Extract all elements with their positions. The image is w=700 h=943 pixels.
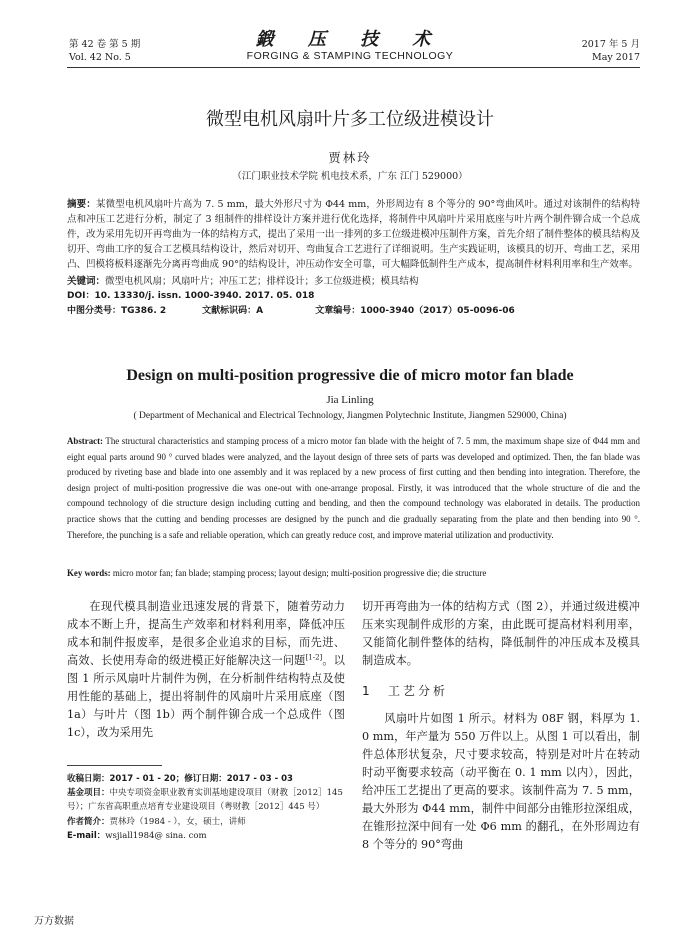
author-en: Jia Linling xyxy=(326,394,374,406)
section-heading xyxy=(362,682,640,700)
body-column-right xyxy=(362,598,640,854)
affiliation-en: ( Department of Mechanical and Electrical Technology, Jiangmen Polytechnic Institute, Jiangmen 529000, China) xyxy=(133,411,567,421)
issue-date-en: May 2017 xyxy=(592,52,640,63)
affiliation-cn: （江门职业技术学院 机电技术系，广东 江门 529000） xyxy=(232,171,468,182)
paper-title-en: Design on multi-position progressive die of micro motor fan blade xyxy=(126,367,574,384)
fund-label: 基金项目： xyxy=(67,788,110,799)
author-bio xyxy=(67,815,347,829)
keywords-cn xyxy=(67,274,640,289)
fund-text: 中央专项资金职业教育实训基地建设项目（财教［2012］145 号）；广东省高职重点培育专业建设项目（粤财教［2012］445 号） xyxy=(67,788,343,813)
author-bio-label: 作者简介： xyxy=(67,816,110,827)
paper-title-cn: 微型电机风扇叶片多工位级进模设计 xyxy=(206,109,494,130)
email-label: E-mail： xyxy=(67,830,106,841)
volume-en: Vol. 42 No. 5 xyxy=(69,52,131,63)
fund-info xyxy=(67,786,347,814)
abstract-en-text: The structural characteristics and stamping process of a micro motor fan blade with the height of 7. 5 mm, the maximum shape size of Φ44 mm and eight equal parts around 90 ° curved blades were analyzed, and the layout design of three sets of parts was developed and optimized. Then, the fan blade was produced by riveting base and blade into one assembly and it was replaced by a new process of first cutting and then bending into integration. Therefore, the design project of multi-position progressive die was one-out with one-arrange proposal. Firstly, it was introduced that the whole structure of die and the compound technology of die structure design including cutting and bending, and then the compound technology was elaborated in details. The production practice shows that the cutting and bending processes are designed by the punch and die gradually separating from the plate and then bending into 90 °. Therefore, the punching is a safe and reliable operation, which can greatly reduce cost, and improve material utilization and productivity. xyxy=(67,436,640,540)
doi: DOI：10. 13330/j. issn. 1000-3940. 2017. 05. 018 xyxy=(67,291,315,301)
section-title: 工艺分析 xyxy=(388,684,449,698)
abstract-cn xyxy=(67,197,640,272)
citation: [1-2] xyxy=(305,653,323,662)
author-bio-text: 贾林玲（1984 - ），女，硕士，讲师 xyxy=(109,816,246,827)
author-cn: 贾林玲 xyxy=(328,150,372,165)
keywords-cn-text: 微型电机风扇；风扇叶片；冲压工艺；排样设计；多工位级进模；模具结构 xyxy=(105,276,419,287)
footnote-block xyxy=(67,772,347,843)
abstract-en xyxy=(67,434,640,543)
abstract-en-label: Abstract: xyxy=(67,436,103,446)
intro-text: 在现代模具制造业迅速发展的背景下，随着劳动力成本不断上升，提高生产效率和材料利用率，降低冲压成本和制件报废率，是很多企业追求的目标，而先进、高效、长使用寿命的级进模正好能解决这一问题 xyxy=(67,600,345,667)
journal-name-cn: 鍛 压 技 术 xyxy=(255,29,445,50)
database-watermark: 万方数据 xyxy=(34,916,74,927)
intro-text-cont: 。以图 1 所示风扇叶片制件为例，在分析制件结构特点及使用性能的基础上，提出将制件的风扇叶片采用底座（图 1a）与叶片（图 1b）两个制件铆合成一个总成件（图 1c），改为采用先 xyxy=(67,654,345,739)
classification-line xyxy=(67,304,640,319)
email-address: wsjiall1984@ sina. com xyxy=(105,830,207,841)
article-number: 文章编号：1000-3940（2017）05-0096-06 xyxy=(315,306,515,316)
keywords-en-text: micro motor fan; fan blade; stamping process; layout design; multi-position progressive die; die structure xyxy=(110,568,487,578)
email xyxy=(67,829,347,843)
abstract-cn-label: 摘要： xyxy=(67,199,96,210)
footnote-rule xyxy=(67,765,162,766)
running-header-right xyxy=(582,38,640,64)
keywords-en xyxy=(67,566,640,581)
issue-date-cn: 2017 年 5 月 xyxy=(581,39,640,50)
abstract-cn-text: 某微型电机风扇叶片高为 7. 5 mm，最大外形尺寸为 Φ44 mm，外形周边有 8 个等分的 90°弯曲风叶。通过对该制件的结构特点和冲压工艺进行分析，制定了 3 组制件的排样设计方案并进行优化选择，将制件中风扇叶片采用底座与叶片两个制件铆合成一个总成件，改为采用先切开再弯曲为一体的结构方式，提出了采用一出一排列的多工位级进模冲压制件方案，首先介绍了制件整体的模具结构及切开、弯曲工序的复合工艺模具结构设计，然后对切开、弯曲复合工艺进行了详细说明。生产实践证明，该模具的切开、弯曲工艺，采用凸、凹模将板料逐渐先分离再弯曲成 90°的结构设计，冲压动作安全可靠，可大幅降低制件生产成本，提高制件材料利用率和生产效率。 xyxy=(67,199,640,270)
volume-cn: 第 42 卷 第 5 期 xyxy=(69,39,141,50)
received-dates: 收稿日期：2017 - 01 - 20；修订日期：2017 - 03 - 03 xyxy=(67,774,293,784)
keywords-en-label: Key words: xyxy=(67,568,111,578)
keywords-cn-label: 关键词： xyxy=(67,276,106,287)
journal-name-en: FORGING & STAMPING TECHNOLOGY xyxy=(246,50,454,62)
clc-number: 中图分类号：TG386. 2 xyxy=(67,306,167,316)
body-column-left xyxy=(67,598,345,742)
section-number: 1 xyxy=(362,684,370,698)
document-code: 文献标识码：A xyxy=(202,306,264,316)
right-paragraph-1: 切开再弯曲为一体的结构方式（图 2），并通过级进模冲压来实现制件成形的方案，由此既可提高材料利用率，又能简化制件整体的结构，降低制件的冲压成本及模具制造成本。 xyxy=(362,600,640,667)
right-paragraph-2: 风扇叶片如图 1 所示。材料为 08F 钢，料厚为 1. 0 mm，年产量为 550 万件以上。从图 1 可以看出，制件总体形状复杂，尺寸要求较高，特别是对叶片在转动时动平衡要求较高（动平衡在 0. 1 mm 以内），因此，给冲压工艺提出了更高的要求。该制件高为 7. 5 mm，最大外形为 Φ44 mm，制件中间部分由锥形拉深组成，在锥形拉深中间有一处 Φ6 mm 的翻孔，在外形周边有 8 个等分的 90°弯曲 xyxy=(362,712,640,851)
intro-paragraph xyxy=(67,598,345,742)
header-rule xyxy=(67,67,640,68)
